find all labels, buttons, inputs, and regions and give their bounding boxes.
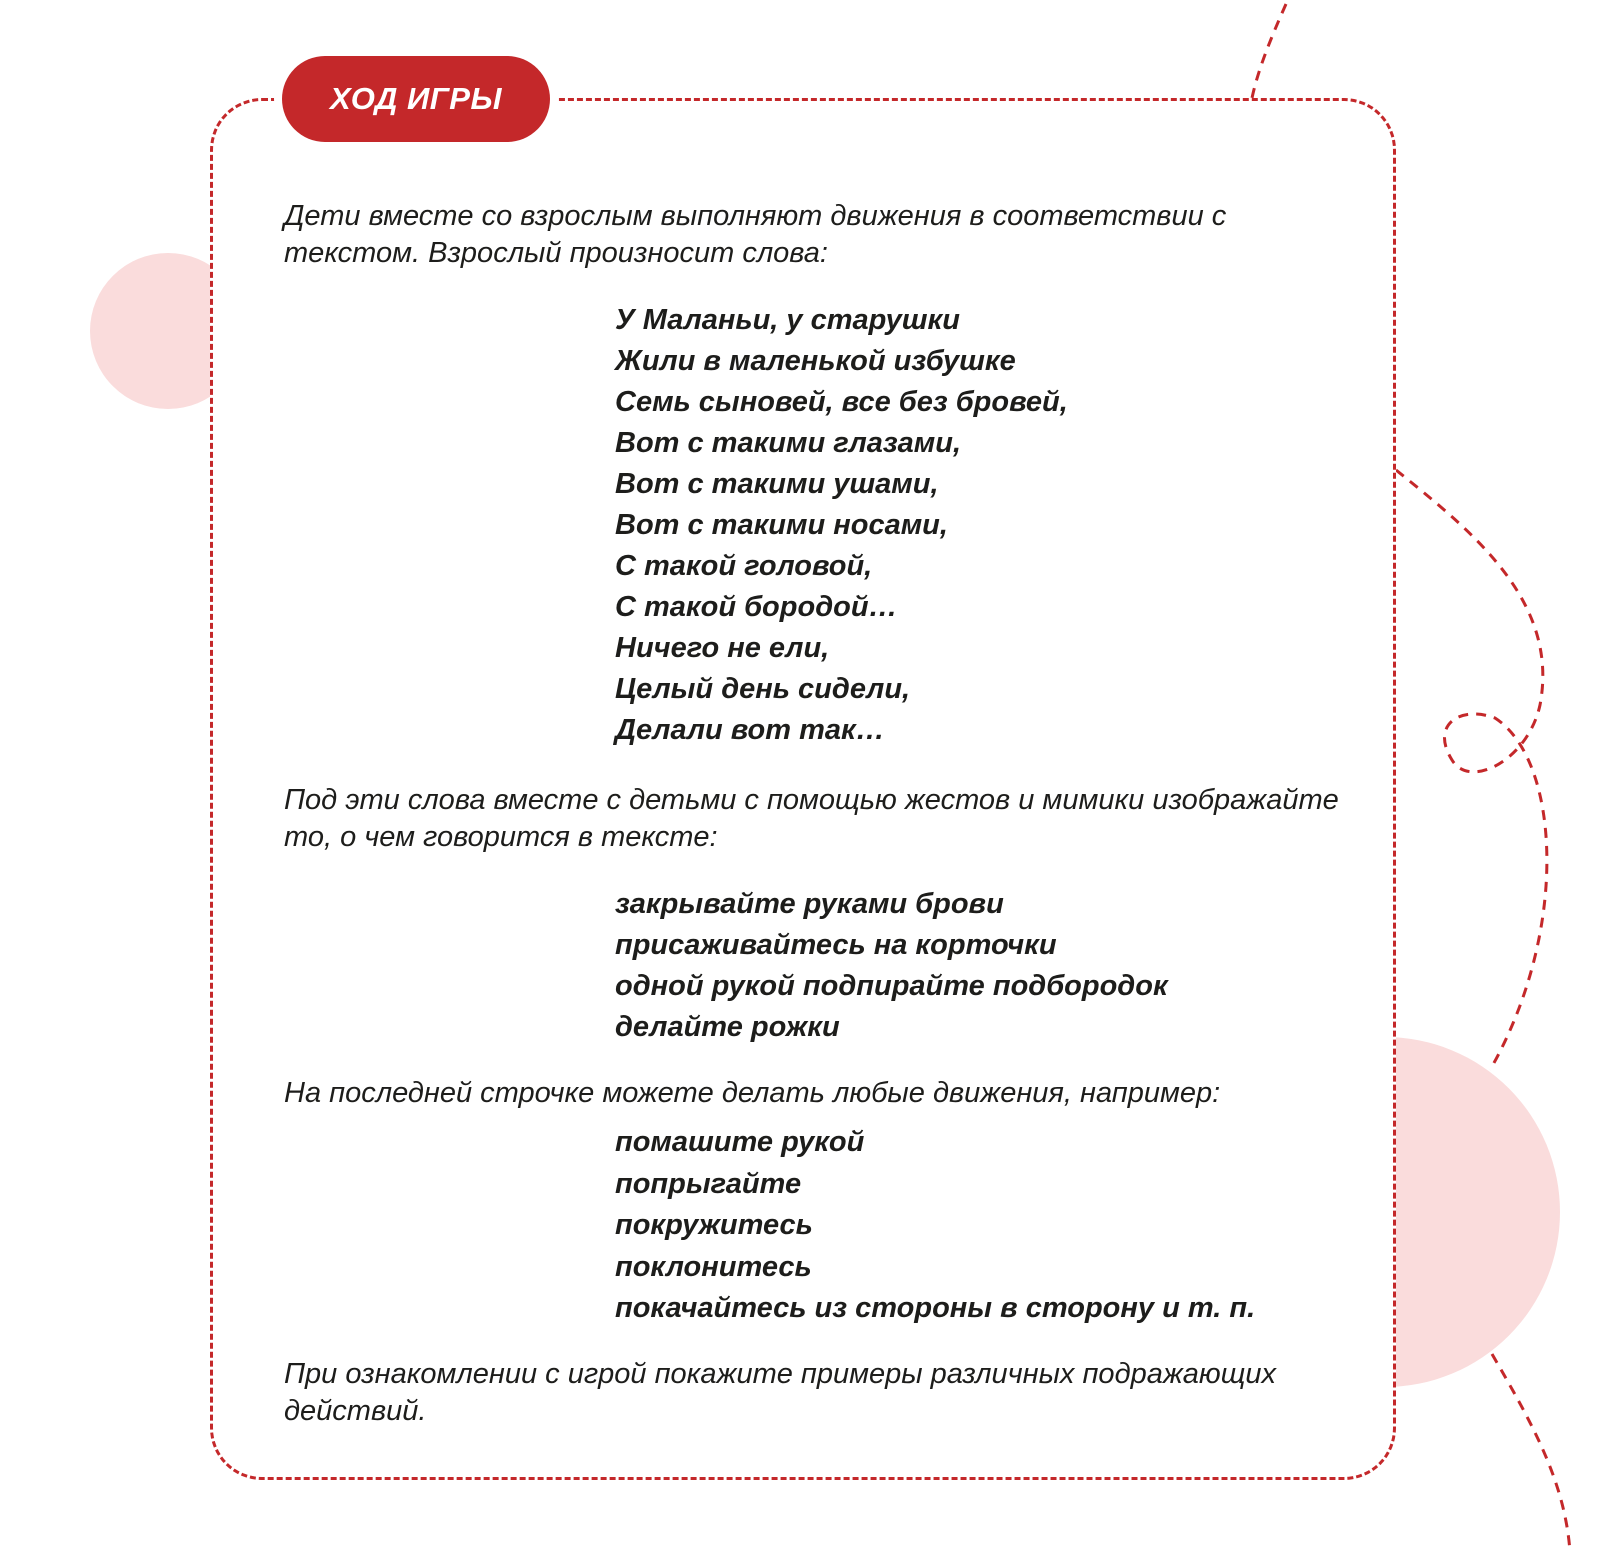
gesture-item: одной рукой подпирайте подбородок	[615, 970, 1168, 1002]
gesture-item: присаживайтесь на корточки	[615, 929, 1057, 961]
dashed-thread-bottom	[1492, 1354, 1570, 1552]
poem-line: Делали вот так…	[615, 714, 885, 746]
action-item: помашите рукой	[615, 1126, 865, 1158]
gestures-list	[615, 884, 1375, 1048]
poem-line: Вот с такими носами,	[615, 509, 948, 541]
intro-paragraph: Дети вместе со взрослым выполняют движения в соответствии с текстом. Взрослый произносит слова:	[284, 200, 1227, 269]
gestures-paragraph: Под эти слова вместе с детьми с помощью жестов и мимики изображайте то, о чем говорится в тексте:	[284, 784, 1339, 853]
gesture-item: делайте рожки	[615, 1011, 840, 1043]
poem-line: У Маланьи, у старушки	[615, 304, 960, 336]
dashed-thread-right	[1396, 470, 1547, 1070]
poem-line: Ничего не ели,	[615, 632, 830, 664]
poem-line: Вот с такими ушами,	[615, 468, 939, 500]
poem-line: Жили в маленькой избушке	[615, 345, 1016, 377]
dashed-thread-top	[1252, 4, 1286, 98]
section-title-badge: ХОД ИГРЫ	[282, 56, 550, 142]
poem-line: Целый день сидели,	[615, 673, 911, 705]
poem-line: Вот с такими глазами,	[615, 427, 962, 459]
action-item: покружитесь	[615, 1209, 813, 1241]
poem-verse	[615, 300, 1375, 751]
action-item: покачайтесь из стороны в сторону и т. п.	[615, 1292, 1256, 1324]
action-item: поклонитесь	[615, 1250, 812, 1283]
last-line-paragraph: На последней строчке можете делать любые движения, например:	[284, 1077, 1221, 1109]
closing-paragraph: При ознакомлении с игрой покажите примеры различных подражающих действий.	[284, 1358, 1277, 1427]
poem-line: С такой бородой…	[615, 591, 898, 623]
poem-line: Семь сыновей, все без бровей,	[615, 386, 1068, 418]
actions-list	[615, 1122, 1375, 1330]
poem-line: С такой головой,	[615, 550, 873, 582]
gesture-item: закрывайте руками брови	[615, 888, 1004, 920]
action-item: попрыгайте	[615, 1167, 802, 1200]
